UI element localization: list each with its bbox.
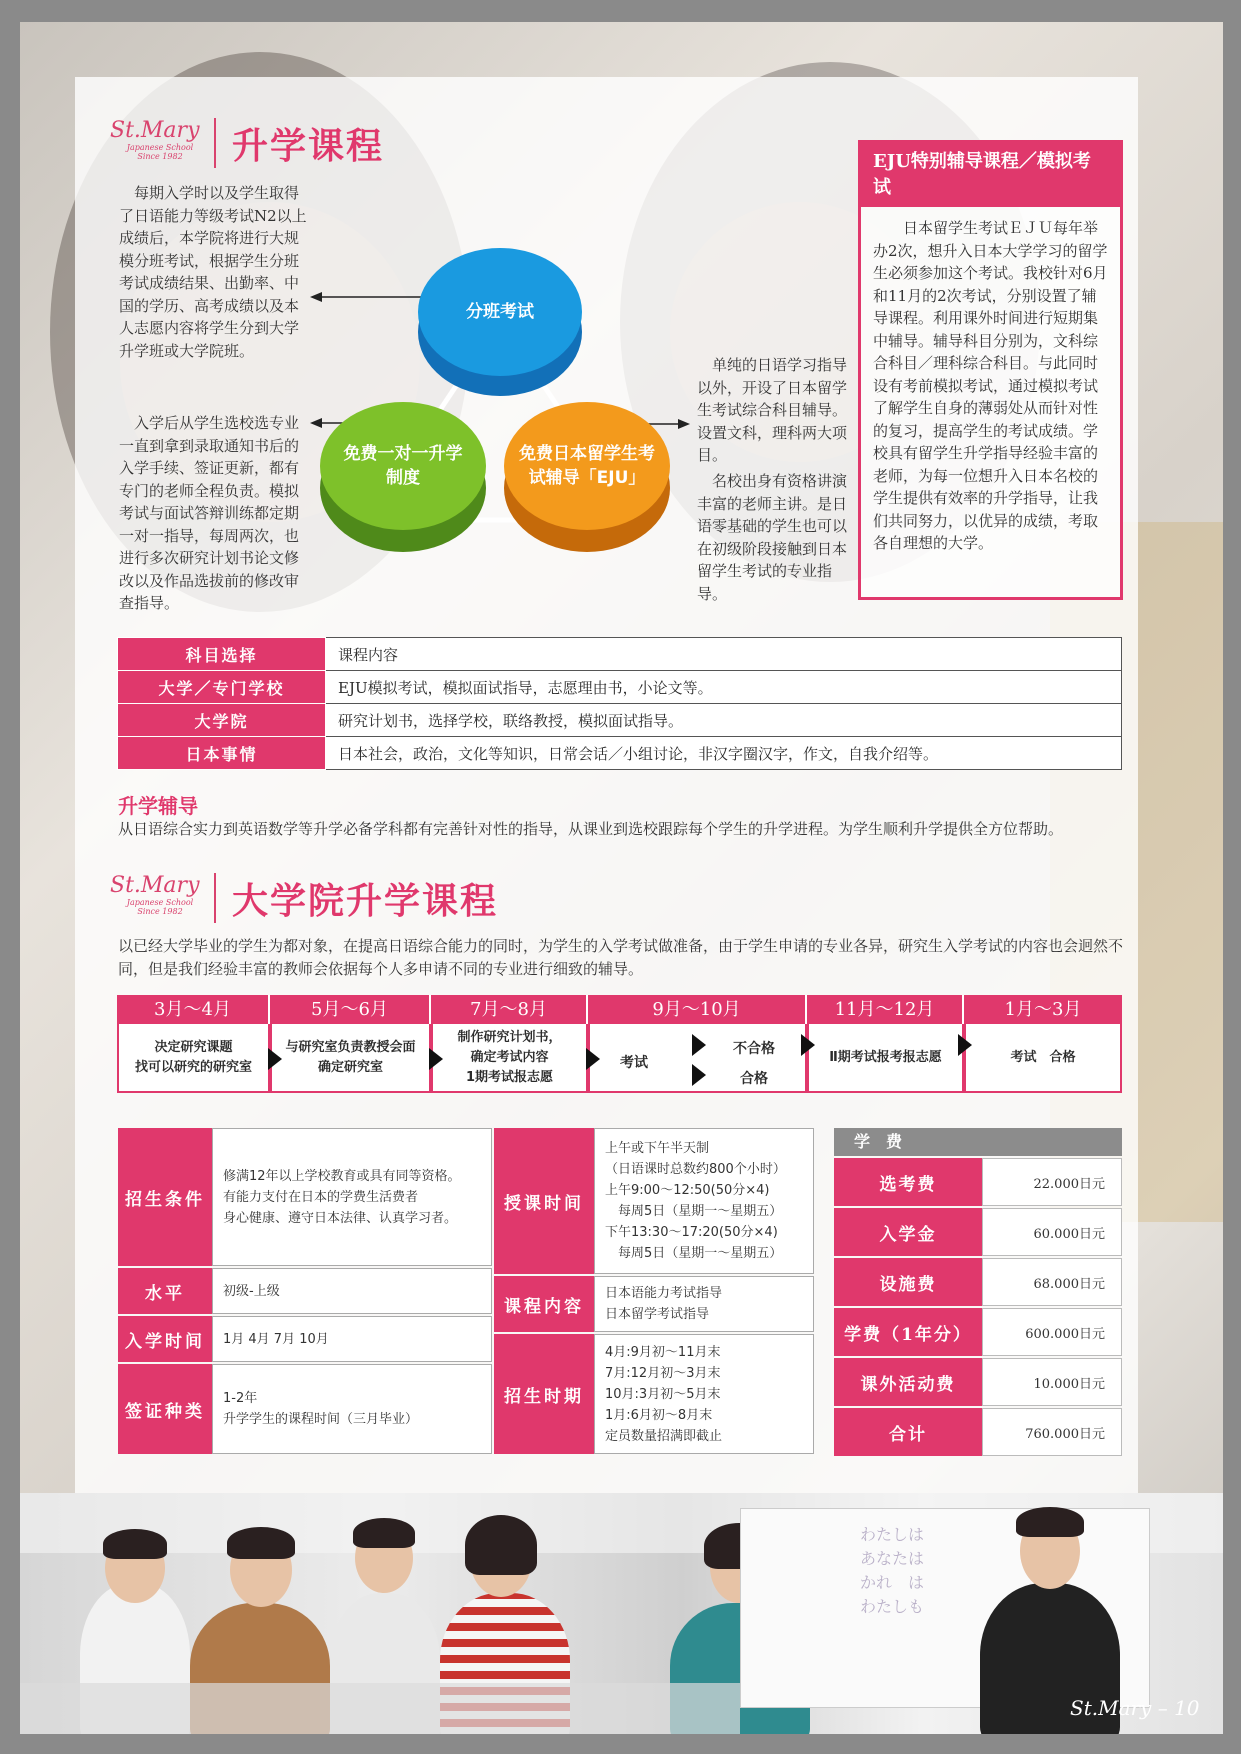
fee-label: 设施费 (834, 1258, 982, 1306)
course-subject-header: 科目选择 (118, 638, 326, 671)
eju-counseling-text: 单纯的日语学习指导以外，开设了日本留学生考试综合科目辅导。设置文科，理科两大项目。 (697, 356, 848, 464)
page-number: St.Mary – 10 (1070, 1696, 1200, 1720)
student-hair (227, 1527, 295, 1559)
guidance-title: 升学辅导 (118, 794, 198, 818)
info-line: 上午9:00～12:50(50分×4) (605, 1183, 770, 1198)
info-line: 身心健康、遵守日本法律、认真学习者。 (223, 1210, 458, 1226)
info-line: 7月:12月初～3月末 (605, 1365, 721, 1381)
info-line: 有能力支付在日本的学费生活费者 (223, 1189, 419, 1205)
table-row (118, 638, 1122, 671)
info-line: （日语课时总数约800个小时） (605, 1162, 786, 1177)
info-line: 4月:9月初～11月末 (605, 1344, 721, 1360)
fee-label: 学费（1年分） (834, 1308, 982, 1356)
timeline-arrow-icon (268, 1048, 282, 1070)
info-line: 每周5日（星期一～星期五） (605, 1204, 783, 1219)
fee-label: 选考费 (834, 1158, 982, 1206)
timeline-step (964, 1024, 1122, 1093)
disc-class-placement: 分班考试 (418, 248, 582, 376)
timeline-arrow-icon (586, 1048, 600, 1070)
lecturer-hair (1016, 1507, 1084, 1537)
graduate-intro-text: 以已经大学毕业的学生为都对象，在提高日语综合能力的同时，为学生的入学考试做准备，由于学生申请的专业各异，研究生入学考试的内容也会迥然不同，但是我们经验丰富的教师会依据每个人多申请不同的专业进行细致的辅导。 (118, 937, 1124, 978)
timeline-period: 1月～3月 (964, 995, 1122, 1024)
recruitment-period-value (594, 1334, 814, 1454)
course-content-value (594, 1276, 814, 1332)
recruitment-period-label: 招生时期 (494, 1334, 594, 1454)
info-line: 修满12年以上学校教育或具有同等资格。 (223, 1168, 461, 1184)
course-name: 大学院 (118, 704, 326, 737)
course-content-label: 课程内容 (494, 1276, 594, 1332)
timeline-period: 11月～12月 (807, 995, 964, 1024)
fee-label: 课外活动费 (834, 1358, 982, 1406)
guidance-text: 从日语综合实力到英语数学等升学必备学科都有完善针对性的指导，从课业到选校跟踪每个学生的升学进程。为学生顺利升学提供全方位帮助。 (118, 820, 1064, 838)
course-content: 研究计划书，选择学校，联络教授，模拟面试指导。 (326, 704, 1122, 737)
timeline-step (270, 1024, 431, 1093)
level-label: 水平 (118, 1268, 212, 1314)
info-line: 定员数量招满即截止 (605, 1428, 723, 1444)
level-value (212, 1268, 492, 1314)
course-content: 日本社会，政治，文化等知识，日常会话／小组讨论，非汉字圈汉字，作文，自我介绍等。 (326, 737, 1122, 770)
timeline-step-line: 找可以研究的研究室 (134, 1059, 252, 1075)
tuition-title: 学 费 (834, 1128, 1122, 1156)
info-line: 10月:3月初～5月末 (605, 1386, 721, 1402)
timeline-period: 7月～8月 (431, 995, 588, 1024)
timeline-pass: 合格 (740, 1071, 768, 1087)
enrollment-time-value (212, 1316, 492, 1362)
course-table (117, 637, 1122, 770)
full-support-text: 入学后从学生选校选专业一直到拿到录取通知书后的入学手续、签证更新，都有专门的老师全程负责。模拟考试与面试答辩训练都定期一对一指导，每周两次，也进行多次研究计划书论文修改以及作品选拔前的修改审查指导。 (119, 414, 300, 612)
info-line: 1-2年 (223, 1391, 258, 1406)
visa-type-label: 签证种类 (118, 1364, 212, 1454)
title-divider (214, 873, 216, 923)
disc-one-on-one: 免费一对一升学制度 (320, 402, 486, 530)
admission-conditions-value (212, 1128, 492, 1266)
eju-box-title: EJU特别辅导课程／模拟考试 (861, 143, 1120, 207)
class-placement-text: 每期入学时以及学生取得了日语能力等级考试N2以上成绩后，本学院将进行大规模分班考试，根据学生分班考试成绩结果、出勤率、中国的学历、高考成绩以及本人志愿内容将学生分到大学升学班或大学院班。 (119, 184, 307, 360)
fee-value: 22.000日元 (982, 1158, 1122, 1206)
info-line: 每周5日（星期一～星期五） (605, 1246, 783, 1261)
desks (20, 1683, 740, 1734)
student-hair (103, 1529, 167, 1559)
eju-box-text: 日本留学生考试ＥＪＵ每年举办2次，想升入日本大学学习的留学生必须参加这个考试。我校针对6月和11月的2次考试，分别设置了辅导课程。利用课外时间进行短期集中辅导。辅导科目分别为，文科综合科目／理科综合科目。与此同时设有考前模拟考试，通过模拟考试了解学生自身的薄弱处从而针对性的复习，提高学生的考试成绩。学校具有留学生升学指导经验丰富的老师，为每一位想升入日本名校的学生提供有效率的升学指导，让我们共同努力，以优异的成绩，考取各自理想的大学。 (873, 219, 1108, 552)
title-divider (214, 118, 216, 168)
timeline-step-line: 考试 合格 (1010, 1049, 1076, 1065)
timeline-step-line: 1期考试报志愿 (465, 1069, 554, 1085)
fee-value: 60.000日元 (982, 1208, 1122, 1256)
timeline-step-line: 与研究室负责教授会面 (285, 1039, 416, 1055)
fee-value: 68.000日元 (982, 1258, 1122, 1306)
timeline-arrow-icon (429, 1048, 443, 1070)
timeline-step (807, 1024, 964, 1093)
info-line: 1月:6月初～8月末 (605, 1407, 713, 1423)
st-mary-logo: St.Mary Japanese School Since 1982 (110, 118, 200, 161)
timeline-exam: 考试 (620, 1055, 648, 1071)
section-title-graduate-prep: 大学院升学课程 (232, 880, 499, 922)
timeline-arrow-icon (692, 1034, 706, 1056)
student-hair (353, 1518, 415, 1548)
info-line: 上午或下午半天制 (605, 1141, 710, 1156)
fee-value: 10.000日元 (982, 1358, 1122, 1406)
timeline-period: 3月～4月 (117, 995, 270, 1024)
teachers-text: 名校出身有资格讲演丰富的老师主讲。是日语零基础的学生也可以在初级阶段接触到日本留学生考试的专业指导。 (697, 472, 848, 603)
info-line: 1月 4月 7月 10月 (223, 1331, 329, 1347)
fee-value: 600.000日元 (982, 1308, 1122, 1356)
timeline-arrow-icon (801, 1034, 815, 1056)
eju-special-course-box (858, 140, 1123, 600)
info-line: 日本语能力考试指导 (605, 1286, 723, 1301)
fee-total-value: 760.000日元 (982, 1408, 1122, 1456)
table-row (118, 737, 1122, 770)
timeline-step-line: 确定研究室 (317, 1059, 383, 1075)
class-time-label: 授课时间 (494, 1128, 594, 1274)
info-line: 初级-上级 (223, 1283, 280, 1299)
enrollment-time-label: 入学时间 (118, 1316, 212, 1362)
student-hair (465, 1515, 537, 1575)
timeline-period: 5月～6月 (270, 995, 431, 1024)
section-title-university-prep: 升学课程 (232, 125, 385, 167)
info-line: 下午13:30～17:20(50分×4) (605, 1225, 778, 1240)
fee-label: 入学金 (834, 1208, 982, 1256)
table-row (118, 671, 1122, 704)
timeline-step (117, 1024, 270, 1093)
course-name: 大学／专门学校 (118, 671, 326, 704)
timeline-arrow-icon (958, 1034, 972, 1056)
timeline-step (431, 1024, 588, 1093)
timeline-fail: 不合格 (733, 1041, 775, 1057)
timeline-step-line: 确定考试内容 (470, 1049, 549, 1065)
disc-eju-tutoring: 免费日本留学生考试辅导「EJU」 (504, 402, 670, 530)
timeline-arrow-icon (692, 1064, 706, 1086)
table-row (118, 704, 1122, 737)
course-content-header: 课程内容 (326, 638, 1122, 671)
timeline-step-line: 制作研究计划书， (457, 1029, 562, 1045)
info-line: 日本留学考试指导 (605, 1307, 710, 1322)
fee-total-label: 合计 (834, 1408, 982, 1456)
st-mary-logo: St.Mary Japanese School Since 1982 (110, 873, 200, 916)
class-time-value (594, 1128, 814, 1274)
course-name: 日本事情 (118, 737, 326, 770)
course-content: EJU模拟考试，模拟面试指导，志愿理由书，小论文等。 (326, 671, 1122, 704)
admission-conditions-label: 招生条件 (118, 1128, 212, 1266)
classroom-photo-strip (20, 1493, 1223, 1734)
info-line: 升学学生的课程时间（三月毕业） (223, 1412, 419, 1427)
timeline-step-line: 决定研究课题 (154, 1039, 233, 1055)
timeline-step-line: Ⅱ期考试报考报志愿 (829, 1049, 942, 1065)
timeline-period: 9月～10月 (588, 995, 807, 1024)
visa-type-value (212, 1364, 492, 1454)
whiteboard-writing: わたしは あなたは かれ は わたしも (860, 1525, 925, 1616)
